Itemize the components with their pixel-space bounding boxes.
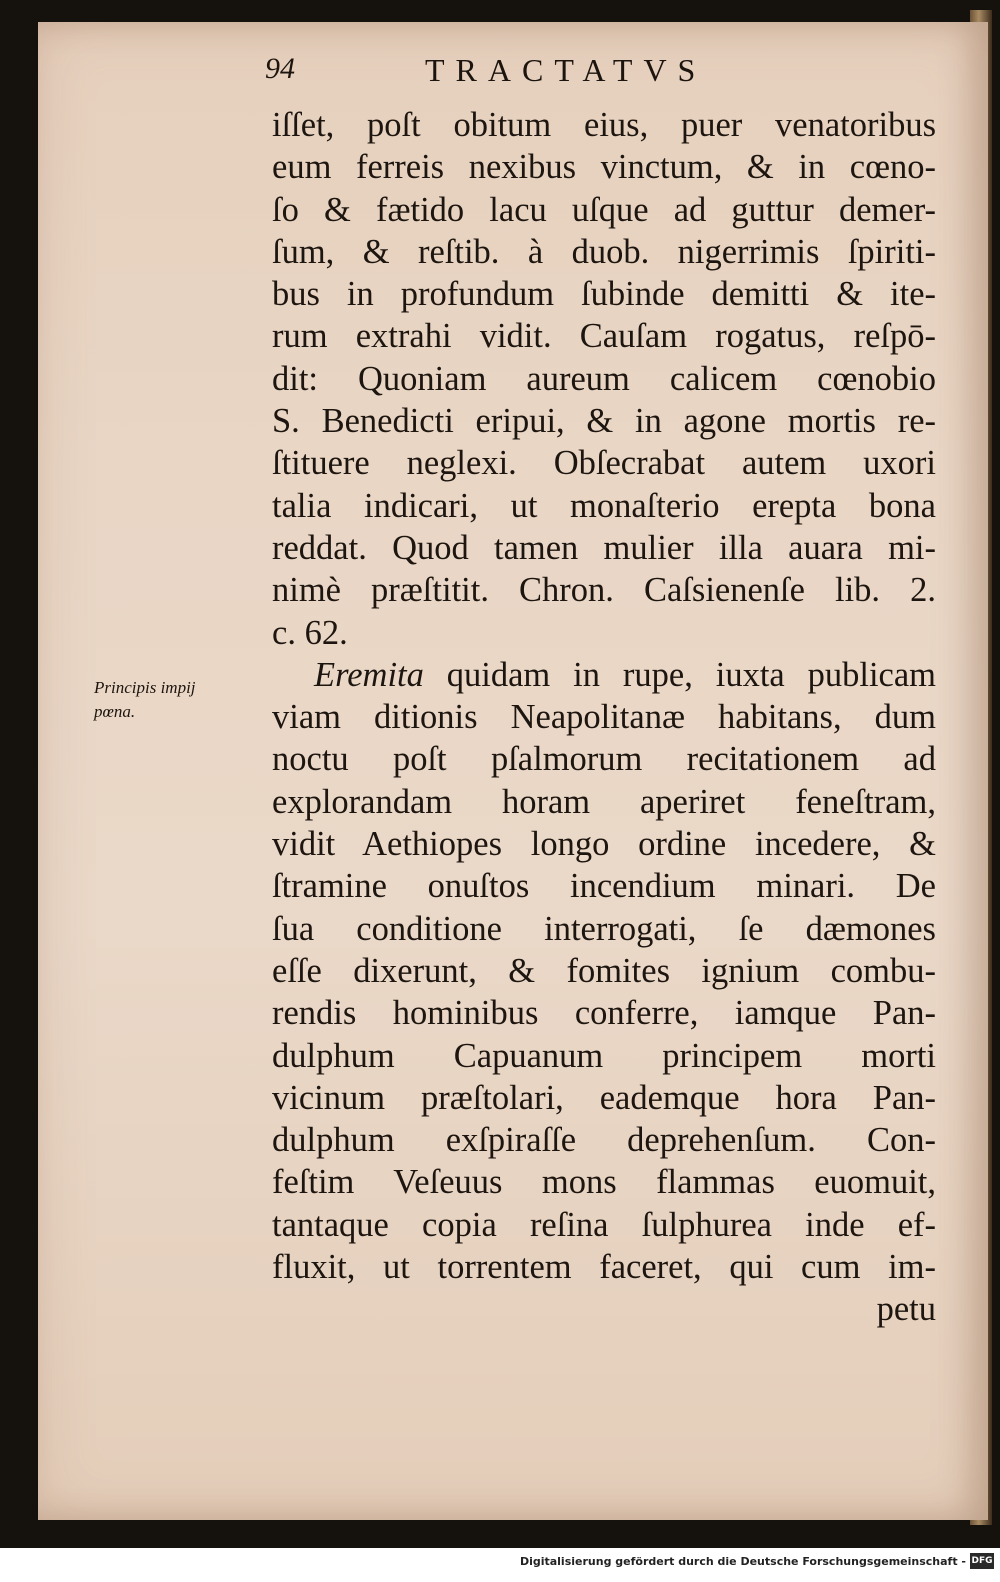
text-line: S. Benedicti eripui, & in agone mortis re-	[272, 402, 936, 441]
text-line: dulphum exſpiraſſe deprehenſum. Con-	[272, 1121, 936, 1160]
paragraph-first-word: Eremita	[314, 655, 424, 694]
text-line: dulphum Capuanum principem morti	[272, 1036, 936, 1075]
running-title: TRACTATVS	[425, 52, 707, 88]
text-line: vicinum præſtolari, eademque hora Pan-	[272, 1078, 936, 1117]
text-line: eum ferreis nexibus vinctum, & in cœno-	[272, 148, 936, 187]
paragraph-first-line-rest: quidam in rupe, iuxta publicam	[423, 655, 936, 694]
text-line: bus in profundum ſubinde demitti & ite-	[272, 275, 936, 314]
margin-note-line-1: Principis impij	[94, 678, 196, 697]
text-line: tantaque copia reſina ſulphurea inde ef-	[272, 1205, 936, 1244]
text-line: explorandam horam aperiret feneſtram,	[272, 782, 936, 821]
text-line: ſtituere neglexi. Obſecrabat autem uxori	[272, 444, 936, 483]
text-line: viam ditionis Neapolitanæ habitans, dum	[272, 698, 936, 737]
text-line: talia indicari, ut monaſterio erepta bona	[272, 486, 936, 525]
paragraph-first-line	[272, 654, 936, 696]
page-header	[265, 52, 795, 92]
text-line: vidit Aethiopes longo ordine incedere, &	[272, 825, 936, 864]
text-line: ſtramine onuſtos incendium minari. De	[272, 867, 936, 906]
text-line: rendis hominibus conferre, iamque Pan-	[272, 994, 936, 1033]
digitization-credit: Digitalisierung gefördert durch die Deutsche Forschungsgemeinschaft -	[519, 1555, 966, 1568]
text-line: noctu poſt pſalmorum recitationem ad	[272, 740, 936, 779]
page-number: 94	[265, 52, 295, 85]
text-line: fluxit, ut torrentem faceret, qui cum im-	[272, 1248, 936, 1287]
margin-note	[94, 676, 254, 724]
margin-note-line-2: pœna.	[94, 702, 136, 721]
dfg-logo: DFG	[970, 1553, 994, 1569]
text-line: feſtim Veſeuus mons flammas euomuit,	[272, 1163, 936, 1202]
text-line: c. 62.	[272, 613, 348, 652]
catchword: petu	[876, 1290, 936, 1329]
text-line: ſua conditione interrogati, ſe dæmones	[272, 909, 936, 948]
text-line: nimè præſtitit. Chron. Caſsienenſe lib. 2.	[272, 571, 936, 610]
text-line: reddat. Quod tamen mulier illa auara mi-	[272, 528, 936, 567]
body-text	[272, 104, 936, 1331]
text-line: rum extrahi vidit. Cauſam rogatus, reſpō-	[272, 317, 936, 356]
text-line: iſſet, poſt obitum eius, puer venatoribus	[272, 106, 936, 144]
text-line: eſſe dixerunt, & fomites ignium combu-	[272, 951, 936, 990]
text-line: ſum, & reſtib. à duob. nigerrimis ſpiriti-	[272, 232, 936, 271]
text-line: dit: Quoniam aureum calicem cœnobio	[272, 359, 936, 398]
text-line: ſo & fætido lacu uſque ad guttur demer-	[272, 190, 936, 229]
